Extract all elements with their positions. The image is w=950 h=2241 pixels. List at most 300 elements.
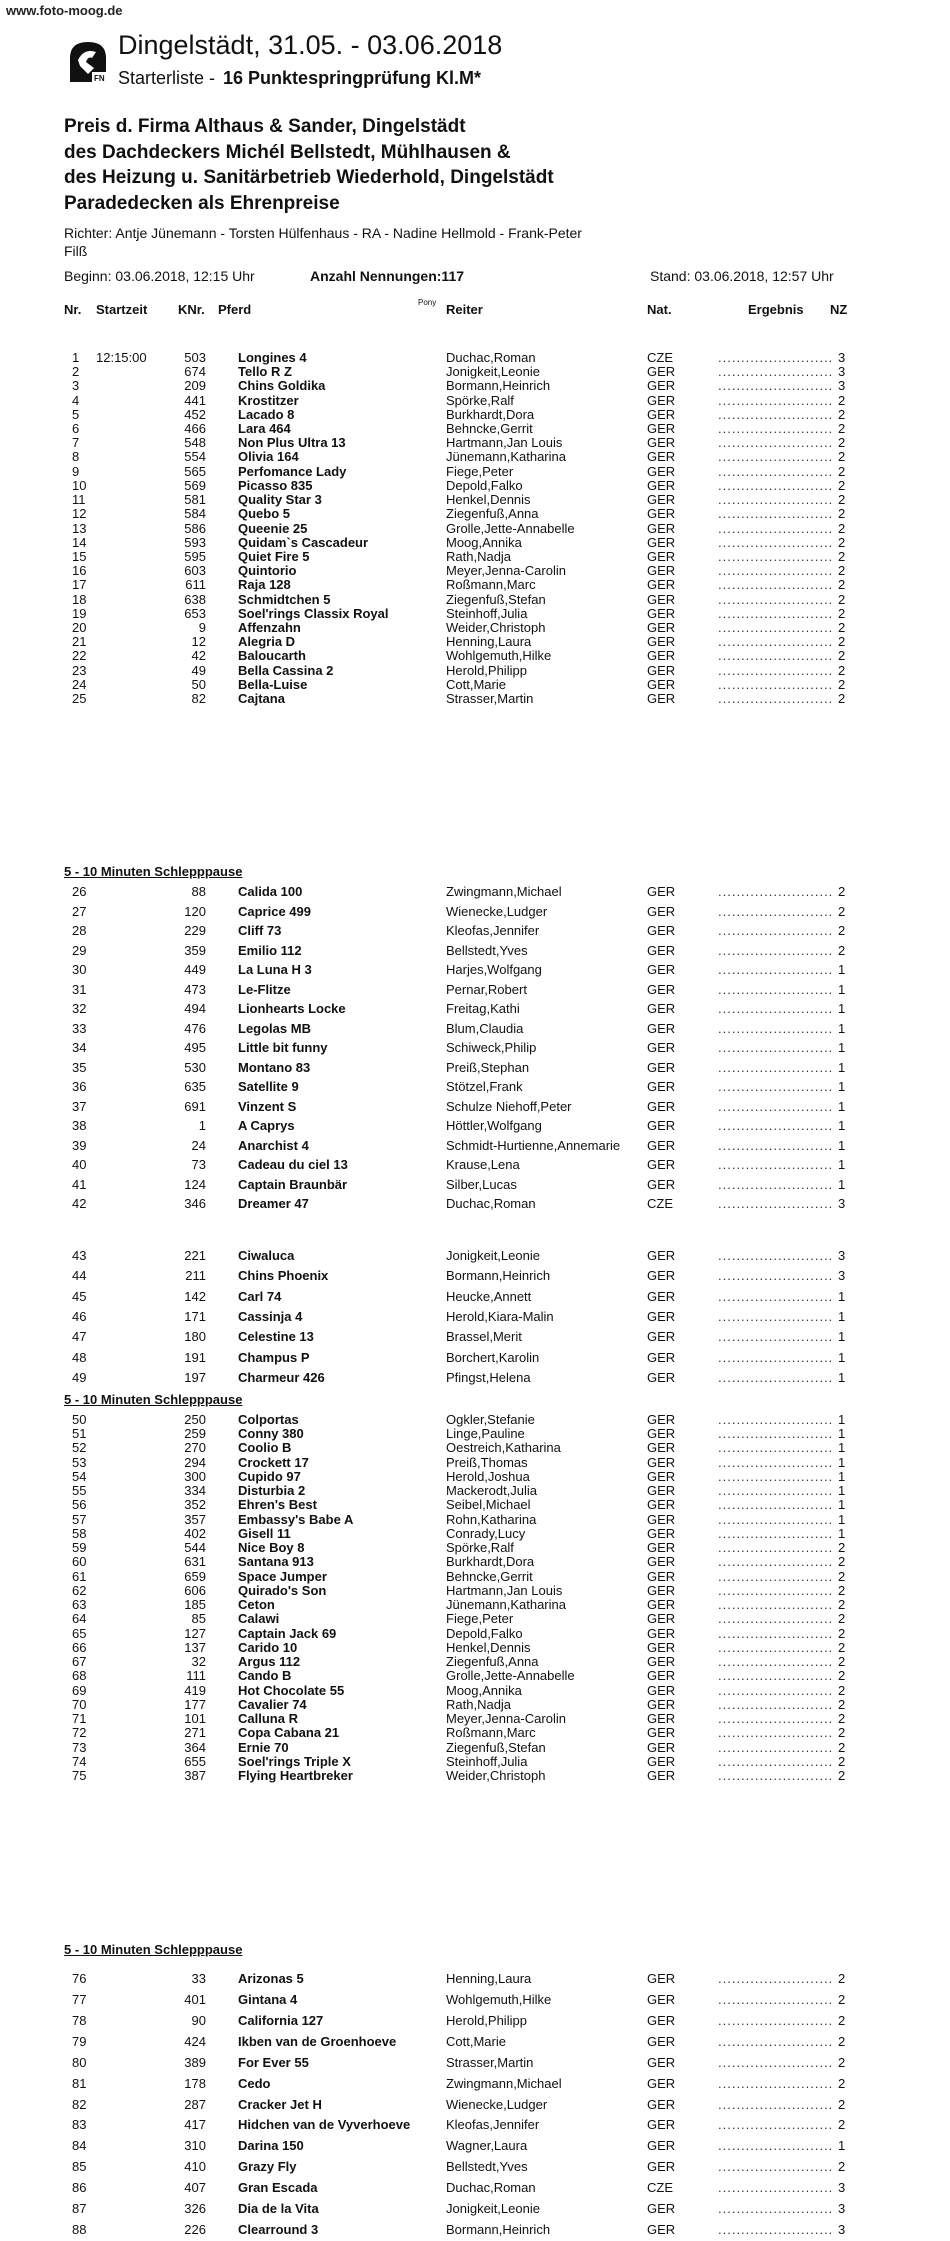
row-nr: 50	[72, 1412, 87, 1427]
row-knr: 49	[191, 662, 206, 678]
row-knr: 603	[184, 563, 206, 579]
row-pferd: Copa Cabana 21	[238, 1725, 340, 1741]
row-nat: GER	[647, 1426, 676, 1442]
row-knr: 635	[184, 1079, 206, 1094]
row-nat: GER	[647, 2222, 676, 2237]
table-row	[0, 2201, 950, 2220]
row-nz: 2	[838, 477, 846, 493]
row-pferd: Chins Goldika	[238, 378, 326, 394]
row-reiter: Pfingst,Helena	[446, 1370, 531, 1385]
row-ergebnis: .........................	[718, 1625, 834, 1641]
row-nr: 61	[72, 1568, 87, 1584]
row-knr: 359	[184, 942, 206, 958]
row-nat: GER	[647, 1597, 676, 1613]
row-pferd: Hidchen van de Vyverhoeve	[238, 2117, 411, 2133]
row-pferd: A Caprys	[238, 1118, 295, 1133]
row-nat: GER	[647, 406, 676, 422]
row-nz: 3	[838, 2180, 846, 2196]
row-nz: 1	[838, 1040, 846, 1055]
row-nr: 56	[72, 1497, 87, 1513]
row-nr: 72	[72, 1725, 87, 1741]
row-nat: GER	[647, 2033, 676, 2049]
row-nat: GER	[647, 1511, 676, 1527]
row-reiter: Fiege,Peter	[446, 1611, 514, 1627]
header-pony: Pony	[418, 298, 437, 307]
row-knr: 191	[184, 1349, 206, 1365]
row-nz: 2	[838, 942, 846, 958]
row-reiter: Ziegenfuß,Stefan	[446, 591, 546, 607]
row-nat: GER	[647, 1059, 676, 1075]
table-row	[0, 1040, 950, 1059]
judges-line: Richter: Antje Jünemann - Torsten Hülfenhaus - RA - Nadine Hellmold - Frank-Peter Filß	[64, 225, 582, 259]
row-knr: 357	[184, 1511, 206, 1527]
row-nr: 84	[72, 2138, 87, 2154]
row-nr: 83	[72, 2117, 87, 2133]
row-nat: GER	[647, 2075, 676, 2091]
row-nr: 32	[72, 1001, 87, 1016]
row-reiter: Mackerodt,Julia	[446, 1483, 538, 1499]
row-reiter: Zwingmann,Michael	[446, 884, 562, 899]
row-ergebnis: .........................	[718, 392, 834, 408]
row-knr: 101	[184, 1711, 206, 1727]
row-reiter: Wienecke,Ludger	[446, 903, 548, 919]
row-knr: 50	[191, 676, 206, 692]
row-knr: 180	[184, 1329, 206, 1345]
row-pferd: Alegria D	[238, 634, 296, 650]
row-nr: 81	[72, 2075, 87, 2091]
row-knr: 12	[191, 634, 206, 650]
row-nat: CZE	[647, 1196, 673, 1211]
row-nz: 2	[838, 435, 846, 451]
row-reiter: Silber,Lucas	[446, 1176, 517, 1192]
row-reiter: Pernar,Robert	[446, 981, 527, 997]
row-knr: 503	[184, 350, 206, 365]
row-nr: 73	[72, 1739, 87, 1755]
row-pferd: Dreamer 47	[238, 1196, 309, 1211]
header-ergebnis: Ergebnis	[748, 302, 804, 317]
row-ergebnis: .........................	[718, 378, 834, 394]
row-nat: GER	[647, 2201, 676, 2217]
row-ergebnis: .........................	[718, 1001, 834, 1016]
row-nz: 2	[838, 2075, 846, 2091]
row-reiter: Ziegenfuß,Anna	[446, 506, 539, 522]
row-nz: 2	[838, 923, 846, 938]
row-reiter: Ziegenfuß,Anna	[446, 1654, 539, 1670]
row-nat: GER	[647, 421, 676, 437]
row-nz: 1	[838, 1412, 846, 1427]
table-row	[0, 943, 950, 962]
row-nz: 3	[838, 1248, 846, 1263]
row-nr: 85	[72, 2159, 87, 2175]
row-pferd: Argus 112	[238, 1654, 301, 1670]
row-ergebnis: .........................	[718, 406, 834, 422]
row-knr: 419	[184, 1682, 206, 1698]
row-reiter: Höttler,Wolfgang	[446, 1118, 542, 1133]
row-nat: GER	[647, 1540, 676, 1556]
row-ergebnis: .........................	[718, 1971, 834, 1986]
row-nat: GER	[647, 520, 676, 536]
row-knr: 364	[184, 1739, 206, 1755]
row-ergebnis: .........................	[718, 1412, 834, 1427]
row-knr: 85	[191, 1611, 206, 1627]
table-row	[0, 2034, 950, 2053]
row-nr: 45	[72, 1288, 87, 1304]
row-pferd: Cedo	[238, 2075, 271, 2091]
row-nz: 2	[838, 648, 846, 664]
row-nz: 2	[838, 1611, 846, 1627]
row-nat: GER	[647, 1611, 676, 1627]
row-nz: 1	[838, 1118, 846, 1133]
row-ergebnis: .........................	[718, 691, 834, 706]
row-nz: 2	[838, 1753, 846, 1769]
row-ergebnis: .........................	[718, 1639, 834, 1655]
row-ergebnis: .........................	[718, 1040, 834, 1055]
row-knr: 24	[191, 1137, 206, 1153]
row-knr: 586	[184, 520, 206, 536]
row-reiter: Preiß,Stephan	[446, 1059, 530, 1075]
row-nat: GER	[647, 662, 676, 678]
row-reiter: Hartmann,Jan Louis	[446, 435, 563, 451]
row-pferd: Ernie 70	[238, 1739, 289, 1755]
row-nat: GER	[647, 676, 676, 692]
table-row	[0, 1060, 950, 1079]
row-pferd: Charmeur 426	[238, 1370, 325, 1385]
row-nat: GER	[647, 1696, 676, 1712]
row-nat: GER	[647, 1568, 676, 1584]
row-knr: 334	[184, 1483, 206, 1499]
row-ergebnis: .........................	[718, 634, 834, 650]
row-ergebnis: .........................	[718, 492, 834, 508]
row-nr: 74	[72, 1753, 87, 1769]
row-nr: 59	[72, 1540, 87, 1556]
row-knr: 88	[191, 884, 206, 899]
row-nr: 36	[72, 1079, 87, 1094]
row-nat: GER	[647, 364, 676, 380]
row-ergebnis: .........................	[718, 1370, 834, 1385]
row-nz: 2	[838, 1582, 846, 1598]
row-pferd: Lacado 8	[238, 406, 295, 422]
row-knr: 473	[184, 981, 206, 997]
row-nr: 20	[72, 619, 87, 635]
row-knr: 197	[184, 1370, 206, 1385]
row-ergebnis: .........................	[718, 605, 834, 621]
row-reiter: Heucke,Annett	[446, 1288, 532, 1304]
row-reiter: Weider,Christoph	[446, 619, 546, 635]
row-nat: GER	[647, 1582, 676, 1598]
row-nat: GER	[647, 1040, 676, 1055]
row-ergebnis: .........................	[718, 1568, 834, 1584]
row-reiter: Herold,Kiara-Malin	[446, 1309, 554, 1324]
row-ergebnis: .........................	[718, 1725, 834, 1741]
row-nat: GER	[647, 1711, 676, 1727]
table-row	[0, 1971, 950, 1990]
row-nr: 77	[72, 1991, 87, 2007]
row-nat: GER	[647, 378, 676, 394]
row-reiter: Spörke,Ralf	[446, 392, 514, 408]
event-title: Dingelstädt, 31.05. - 03.06.2018	[118, 30, 503, 60]
table-row	[0, 2117, 950, 2136]
row-ergebnis: .........................	[718, 477, 834, 493]
row-ergebnis: .........................	[718, 520, 834, 536]
row-pferd: Calluna R	[238, 1711, 298, 1727]
row-knr: 424	[184, 2033, 206, 2049]
row-reiter: Moog,Annika	[446, 534, 522, 550]
row-knr: 387	[184, 1768, 206, 1783]
row-nz: 2	[838, 506, 846, 522]
row-reiter: Jünemann,Katharina	[446, 449, 566, 465]
row-reiter: Herold,Philipp	[446, 662, 527, 678]
row-ergebnis: .........................	[718, 1176, 834, 1192]
sponsor-line: des Dachdeckers Michél Bellstedt, Mühlhausen &	[64, 141, 511, 163]
row-nat: GER	[647, 1682, 676, 1698]
row-ergebnis: .........................	[718, 506, 834, 522]
row-nr: 86	[72, 2180, 87, 2196]
row-nr: 15	[72, 548, 87, 564]
row-pferd: Picasso 835	[238, 477, 313, 493]
row-pferd: Olivia 164	[238, 449, 299, 465]
row-reiter: Harjes,Wolfgang	[446, 962, 542, 977]
row-reiter: Jonigkeit,Leonie	[446, 1248, 540, 1263]
row-nat: GER	[647, 648, 676, 664]
row-ergebnis: .........................	[718, 421, 834, 437]
row-pferd: Vinzent S	[238, 1098, 297, 1114]
row-reiter: Henning,Laura	[446, 634, 532, 650]
row-nr: 10	[72, 477, 87, 493]
row-nat: GER	[647, 1157, 676, 1172]
row-reiter: Behncke,Gerrit	[446, 1568, 533, 1584]
row-nr: 87	[72, 2201, 87, 2217]
row-reiter: Henning,Laura	[446, 1971, 532, 1986]
row-reiter: Seibel,Michael	[446, 1497, 531, 1513]
row-ergebnis: .........................	[718, 591, 834, 607]
row-ergebnis: .........................	[718, 1739, 834, 1755]
row-nr: 28	[72, 923, 87, 938]
row-pferd: Gintana 4	[238, 1991, 298, 2007]
row-nz: 1	[838, 1525, 846, 1541]
row-nz: 2	[838, 691, 846, 706]
row-ergebnis: .........................	[718, 1098, 834, 1114]
row-nat: GER	[647, 1991, 676, 2007]
row-nr: 12	[72, 506, 87, 522]
row-knr: 352	[184, 1497, 206, 1513]
row-ergebnis: .........................	[718, 2117, 834, 2133]
row-knr: 449	[184, 962, 206, 977]
sponsor-line: Preis d. Firma Althaus & Sander, Dingelstädt	[64, 116, 466, 137]
row-nz: 1	[838, 1349, 846, 1365]
row-reiter: Hartmann,Jan Louis	[446, 1582, 563, 1598]
row-pferd: Disturbia 2	[238, 1483, 306, 1499]
row-pferd: Cajtana	[238, 691, 285, 706]
row-nat: GER	[647, 1483, 676, 1499]
row-ergebnis: .........................	[718, 1268, 834, 1284]
row-nz: 2	[838, 884, 846, 899]
row-nz: 2	[838, 449, 846, 465]
table-row	[0, 2097, 950, 2116]
row-knr: 120	[184, 903, 206, 919]
row-reiter: Jonigkeit,Leonie	[446, 2201, 540, 2217]
row-nz: 1	[838, 1137, 846, 1153]
row-nz: 2	[838, 1568, 846, 1584]
row-nat: GER	[647, 1118, 676, 1133]
row-knr: 495	[184, 1040, 206, 1055]
row-knr: 73	[191, 1157, 206, 1172]
table-row	[0, 1157, 950, 1176]
row-reiter: Herold,Philipp	[446, 2012, 527, 2028]
row-ergebnis: .........................	[718, 1196, 834, 1211]
row-reiter: Meyer,Jenna-Carolin	[446, 1711, 566, 1727]
table-row	[0, 2180, 950, 2199]
row-nz: 1	[838, 2138, 846, 2154]
row-nat: GER	[647, 1625, 676, 1641]
row-nat: GER	[647, 435, 676, 451]
row-ergebnis: .........................	[718, 435, 834, 451]
row-pferd: Captain Braunbär	[238, 1176, 348, 1192]
anzahl-nennungen: Anzahl Nennungen:117	[310, 268, 465, 284]
row-reiter: Bellstedt,Yves	[446, 942, 528, 958]
row-nr: 4	[72, 392, 80, 408]
row-reiter: Herold,Joshua	[446, 1468, 530, 1484]
row-reiter: Blum,Claudia	[446, 1020, 524, 1036]
row-ergebnis: .........................	[718, 2054, 834, 2070]
row-ergebnis: .........................	[718, 619, 834, 635]
row-reiter: Rath,Nadja	[446, 1696, 512, 1712]
row-pferd: Carido 10	[238, 1639, 298, 1655]
row-knr: 593	[184, 534, 206, 550]
row-knr: 82	[191, 691, 206, 706]
row-nat: GER	[647, 563, 676, 579]
row-nr: 46	[72, 1309, 87, 1324]
row-ergebnis: .........................	[718, 1349, 834, 1365]
row-nr: 27	[72, 903, 87, 919]
row-ergebnis: .........................	[718, 676, 834, 692]
row-ergebnis: .........................	[718, 364, 834, 380]
row-knr: 1	[198, 1118, 206, 1133]
row-nat: GER	[647, 634, 676, 650]
row-nat: GER	[647, 1349, 676, 1365]
row-pferd: Hot Chocolate 55	[238, 1682, 345, 1698]
row-knr: 226	[184, 2222, 206, 2237]
row-pferd: Perfomance Lady	[238, 463, 347, 479]
row-nz: 2	[838, 591, 846, 607]
row-reiter: Cott,Marie	[446, 676, 506, 692]
row-reiter: Brassel,Merit	[446, 1329, 522, 1345]
row-reiter: Wienecke,Ludger	[446, 2096, 548, 2112]
row-reiter: Freitag,Kathi	[446, 1001, 520, 1016]
row-reiter: Burkhardt,Dora	[446, 406, 535, 422]
row-ergebnis: .........................	[718, 1440, 834, 1456]
row-nat: GER	[647, 1768, 676, 1783]
row-reiter: Duchac,Roman	[446, 350, 536, 365]
row-reiter: Steinhoff,Julia	[446, 1753, 528, 1769]
row-pferd: Colportas	[238, 1412, 299, 1427]
row-knr: 177	[184, 1696, 206, 1712]
row-nat: GER	[647, 1753, 676, 1769]
row-ergebnis: .........................	[718, 942, 834, 958]
row-nz: 2	[838, 1654, 846, 1670]
row-nat: GER	[647, 884, 676, 899]
row-ergebnis: .........................	[718, 449, 834, 465]
row-reiter: Meyer,Jenna-Carolin	[446, 563, 566, 579]
row-nz: 3	[838, 378, 846, 394]
row-nz: 3	[838, 2222, 846, 2237]
row-reiter: Henkel,Dennis	[446, 1639, 531, 1655]
table-row	[0, 1309, 950, 1328]
row-nr: 5	[72, 406, 80, 422]
row-reiter: Ogkler,Stefanie	[446, 1412, 535, 1427]
row-nz: 2	[838, 392, 846, 408]
row-reiter: Roßmann,Marc	[446, 1725, 536, 1741]
row-reiter: Ziegenfuß,Stefan	[446, 1739, 546, 1755]
row-knr: 655	[184, 1753, 206, 1769]
header-nz: NZ	[830, 302, 848, 317]
row-nr: 75	[72, 1768, 87, 1783]
row-ergebnis: .........................	[718, 648, 834, 664]
row-reiter: Schulze Niehoff,Peter	[446, 1098, 572, 1114]
row-knr: 389	[184, 2054, 206, 2070]
row-reiter: Borchert,Karolin	[446, 1349, 540, 1365]
beginn-text: Beginn: 03.06.2018, 12:15 Uhr	[64, 268, 255, 284]
row-ergebnis: .........................	[718, 1426, 834, 1442]
row-reiter: Zwingmann,Michael	[446, 2075, 562, 2091]
row-knr: 638	[184, 591, 206, 607]
row-nr: 25	[72, 691, 87, 706]
row-nat: GER	[647, 1020, 676, 1036]
row-nat: GER	[647, 1668, 676, 1684]
row-pferd: Tello R Z	[238, 364, 292, 380]
table-row	[0, 2055, 950, 2074]
row-pferd: Caprice 499	[238, 903, 311, 919]
row-nat: GER	[647, 1971, 676, 1986]
row-reiter: Henkel,Dennis	[446, 492, 531, 508]
row-nz: 3	[838, 2201, 846, 2217]
row-ergebnis: .........................	[718, 2033, 834, 2049]
row-nz: 2	[838, 1768, 846, 1783]
row-ergebnis: .........................	[718, 548, 834, 564]
row-reiter: Strasser,Martin	[446, 2054, 534, 2070]
row-pferd: Ciwaluca	[238, 1248, 295, 1263]
row-pferd: Bella Cassina 2	[238, 662, 334, 678]
row-pferd: Clearround 3	[238, 2222, 319, 2237]
row-ergebnis: .........................	[718, 2138, 834, 2154]
row-reiter: Depold,Falko	[446, 1625, 523, 1641]
row-nr: 39	[72, 1137, 87, 1153]
row-nat: CZE	[647, 2180, 673, 2196]
row-nr: 57	[72, 1511, 87, 1527]
row-nat: GER	[647, 449, 676, 465]
row-nz: 2	[838, 1682, 846, 1698]
row-reiter: Duchac,Roman	[446, 1196, 536, 1211]
row-pferd: Cliff 73	[238, 923, 282, 938]
row-nz: 3	[838, 364, 846, 380]
row-ergebnis: .........................	[718, 2096, 834, 2112]
row-nr: 55	[72, 1483, 87, 1499]
row-ergebnis: .........................	[718, 350, 834, 365]
row-knr: 127	[184, 1625, 206, 1641]
row-pferd: Captain Jack 69	[238, 1625, 337, 1641]
row-nat: GER	[647, 463, 676, 479]
row-pferd: Satellite 9	[238, 1079, 299, 1094]
row-nz: 2	[838, 463, 846, 479]
row-startzeit: 12:15:00	[96, 350, 147, 365]
watermark: www.foto-moog.de	[6, 3, 123, 18]
row-nat: GER	[647, 2054, 676, 2070]
row-ergebnis: .........................	[718, 1991, 834, 2007]
row-nat: GER	[647, 392, 676, 408]
row-nz: 2	[838, 1991, 846, 2007]
row-knr: 270	[184, 1440, 206, 1456]
row-nr: 70	[72, 1696, 87, 1712]
row-ergebnis: .........................	[718, 1157, 834, 1172]
